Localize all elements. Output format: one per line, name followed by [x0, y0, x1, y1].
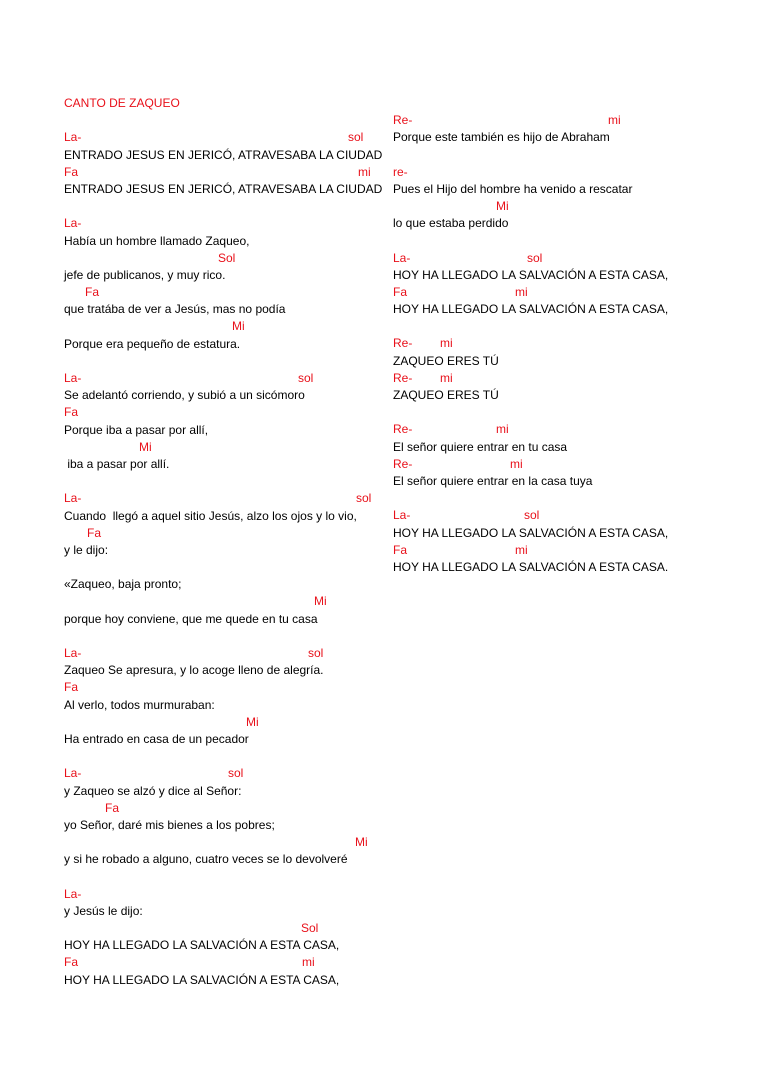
- chord: mi: [608, 113, 621, 127]
- chord-line: [64, 439, 384, 456]
- chord: Fa: [393, 542, 408, 557]
- chord-line: [393, 456, 723, 473]
- lyric-line: El señor quiere entrar en tu casa: [393, 439, 568, 454]
- chord: sol: [308, 646, 324, 660]
- chord-line: [64, 404, 384, 421]
- blank-line: [393, 318, 723, 335]
- chord: mi: [496, 422, 509, 437]
- chord: Re-: [393, 113, 413, 127]
- blank-line: [393, 404, 723, 421]
- chord-line: [64, 800, 384, 817]
- chord: La-: [393, 250, 411, 265]
- chord: Mi: [232, 319, 245, 334]
- chord: Fa: [85, 285, 100, 300]
- lyric-line: HOY HA LLEGADO LA SALVACIÓN A ESTA CASA,: [64, 938, 340, 953]
- lyric-line: jefe de publicanos, y muy rico.: [64, 267, 226, 282]
- chord-line: [393, 284, 723, 301]
- blank-line: [393, 146, 723, 163]
- lyric-line: ENTRADO JESUS EN JERICÓ, ATRAVESABA LA CIUDAD: [64, 181, 383, 196]
- spacer: [64, 112, 384, 129]
- lyric-line: El señor quiere entrar en la casa tuya: [393, 473, 593, 488]
- lyric-line: iba a pasar por allí.: [64, 456, 170, 471]
- chord-line: [64, 834, 384, 851]
- chord-line: [64, 954, 384, 971]
- chord-line: [64, 129, 384, 146]
- left-column: [64, 95, 384, 989]
- right-lyrics: [393, 112, 723, 576]
- lyric-line: Había un hombre llamado Zaqueo,: [64, 233, 250, 248]
- chord: La-: [64, 216, 82, 231]
- chord-line: [64, 765, 384, 782]
- lyric-line: lo que estaba perdido: [393, 216, 509, 231]
- chord: mi: [440, 336, 453, 351]
- chord: Fa: [87, 525, 102, 540]
- chord: Fa: [64, 405, 79, 420]
- chord-line: [64, 370, 384, 387]
- chord-line: [393, 421, 723, 438]
- lyric-line: HOY HA LLEGADO LA SALVACIÓN A ESTA CASA.: [393, 559, 669, 574]
- lyric-line: ZAQUEO ERES TÚ: [393, 353, 499, 368]
- chord-line: [64, 164, 384, 181]
- chord-line: [64, 886, 384, 903]
- chord-line: [64, 284, 384, 301]
- lyric-line: Se adelantó corriendo, y subió a un sicómoro: [64, 388, 305, 403]
- chord: sol: [298, 371, 314, 385]
- lyric-line: HOY HA LLEGADO LA SALVACIÓN A ESTA CASA,: [64, 972, 340, 987]
- chord: Mi: [139, 439, 152, 454]
- chord: La-: [64, 886, 82, 901]
- chord: mi: [440, 370, 453, 385]
- blank-line: [64, 628, 384, 645]
- lyric-line: y Jesús le dijo:: [64, 903, 143, 918]
- chord-line: [393, 370, 723, 387]
- chord-line: [393, 164, 723, 181]
- chord-line: [64, 679, 384, 696]
- chord-line: [393, 335, 723, 352]
- lyric-line: porque hoy conviene, que me quede en tu casa: [64, 611, 318, 626]
- chord: Re-: [393, 370, 413, 385]
- lyric-line: Porque este también es hijo de Abraham: [393, 130, 610, 145]
- lyric-line: ENTRADO JESUS EN JERICÓ, ATRAVESABA LA CIUDAD: [64, 147, 383, 162]
- chord: mi: [515, 542, 528, 557]
- chord: Mi: [496, 198, 509, 213]
- chord: sol: [524, 508, 540, 523]
- chord: La-: [64, 371, 82, 385]
- song-title: CANTO DE ZAQUEO: [64, 96, 180, 110]
- lyric-line: y si he robado a alguno, cuatro veces se lo devolveré: [64, 852, 348, 867]
- chord: mi: [358, 164, 371, 179]
- chord-line: [64, 250, 384, 267]
- chord-line: [393, 507, 723, 524]
- blank-line: [393, 490, 723, 507]
- chord: sol: [356, 491, 372, 506]
- chord: La-: [64, 646, 82, 660]
- chord: mi: [302, 955, 315, 970]
- lyric-line: Ha entrado en casa de un pecador: [64, 731, 249, 746]
- lyric-line: Al verlo, todos murmuraban:: [64, 697, 215, 712]
- lyric-line: Porque era pequeño de estatura.: [64, 336, 241, 351]
- lyric-line: y Zaqueo se alzó y dice al Señor:: [64, 783, 242, 798]
- lyric-line: Cuando llegó a aquel sitio Jesús, alzo los ojos y lo vio,: [64, 508, 357, 523]
- chord-line: [393, 198, 723, 215]
- chord: Fa: [105, 800, 120, 815]
- chord: Fa: [64, 955, 79, 970]
- chord: Sol: [301, 921, 319, 935]
- chord: La-: [64, 766, 82, 781]
- chord: Fa: [64, 680, 79, 695]
- blank-line: [64, 198, 384, 215]
- blank-line: [64, 473, 384, 490]
- chord-line: [64, 714, 384, 731]
- chord-line: [64, 490, 384, 507]
- chord-line: [64, 318, 384, 335]
- chord-line: [64, 920, 384, 937]
- left-lyrics: [64, 129, 384, 988]
- chord-line: [393, 250, 723, 267]
- chord: Sol: [218, 250, 236, 265]
- lyric-line: Porque iba a pasar por allí,: [64, 422, 209, 437]
- lyric-line: HOY HA LLEGADO LA SALVACIÓN A ESTA CASA,: [393, 525, 669, 540]
- chord: Fa: [393, 284, 408, 299]
- chord-line: [64, 593, 384, 610]
- blank-line: [393, 232, 723, 249]
- chord: La-: [64, 130, 82, 145]
- lyric-line: que tratába de ver a Jesús, mas no podía: [64, 302, 286, 317]
- chord-line: [64, 645, 384, 662]
- chord: Re-: [393, 422, 413, 437]
- chord: re-: [393, 164, 408, 179]
- chord: Fa: [64, 164, 79, 179]
- lyric-line: HOY HA LLEGADO LA SALVACIÓN A ESTA CASA,: [393, 267, 669, 282]
- chord: mi: [515, 284, 528, 299]
- chord: La-: [393, 508, 411, 523]
- chord-line: [64, 215, 384, 232]
- chord: La-: [64, 491, 82, 506]
- chord: Mi: [246, 714, 259, 729]
- lyric-line: yo Señor, daré mis bienes a los pobres;: [64, 817, 275, 832]
- chord-line: [393, 542, 723, 559]
- lyric-line: «Zaqueo, baja pronto;: [64, 577, 182, 592]
- chord-line: [393, 112, 723, 129]
- chord-line: [64, 525, 384, 542]
- blank-line: [64, 559, 384, 576]
- chord: Mi: [355, 835, 368, 850]
- chord: Mi: [314, 594, 327, 609]
- chord: Re-: [393, 456, 413, 471]
- lyric-line: ZAQUEO ERES TÚ: [393, 388, 499, 402]
- blank-line: [64, 353, 384, 370]
- right-column: [393, 112, 723, 576]
- lyric-line: Pues el Hijo del hombre ha venido a rescatar: [393, 181, 633, 196]
- chord: sol: [228, 766, 244, 781]
- chord: sol: [527, 250, 543, 265]
- lyric-line: Zaqueo Se apresura, y lo acoge lleno de alegría.: [64, 663, 324, 678]
- blank-line: [64, 748, 384, 765]
- chord: mi: [510, 456, 523, 471]
- lyric-line: HOY HA LLEGADO LA SALVACIÓN A ESTA CASA,: [393, 302, 669, 317]
- chord: Re-: [393, 336, 413, 351]
- blank-line: [64, 868, 384, 885]
- chord: sol: [348, 130, 364, 145]
- lyric-line: y le dijo:: [64, 542, 109, 557]
